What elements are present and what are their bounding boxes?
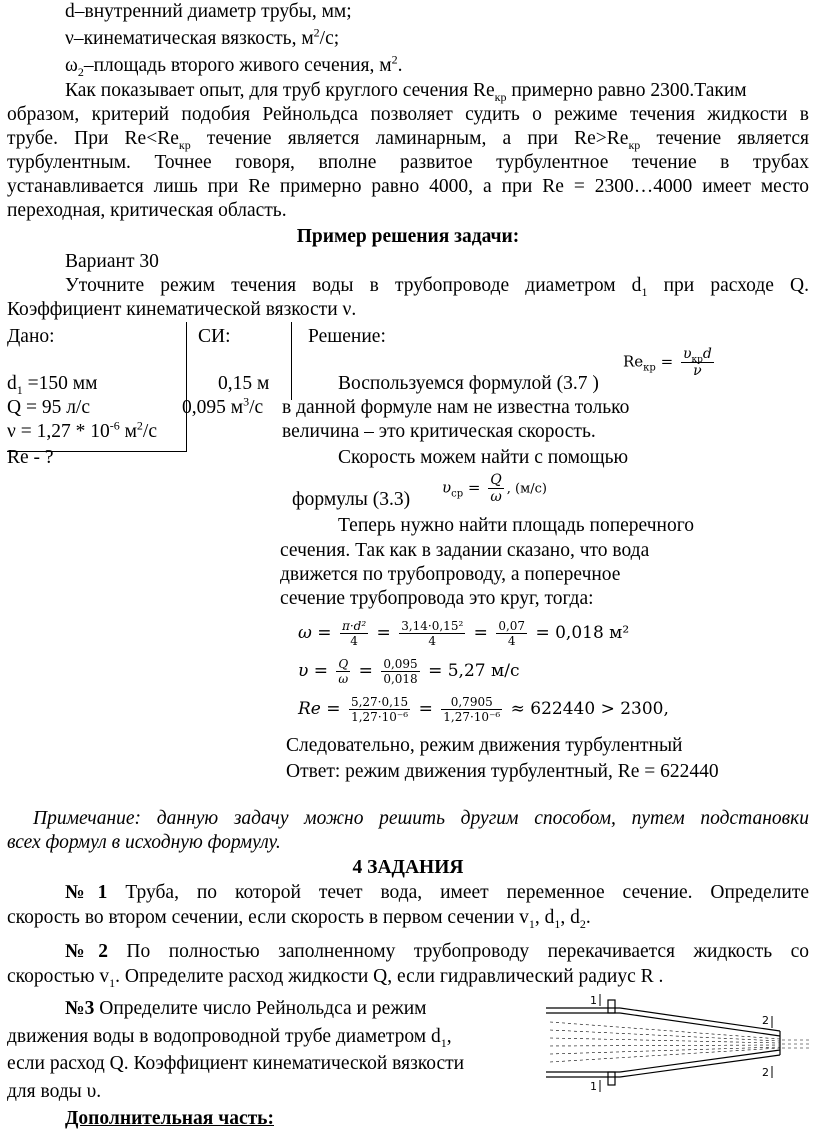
omega-equation: ω = $\frac{\text{π·d²}}{4}$ = $\frac{\text{3,14·0,15²}}{4}$ = $\frac{0,07}{4}$ = 0,018 м² <box>298 619 630 648</box>
note-line-1: Примечание: данную задачу можно решить другим способом, путем подстановки <box>33 808 809 829</box>
table-divider-1 <box>186 322 187 452</box>
note-line-2: всех формул в исходную формулу. <box>7 832 281 853</box>
solution-line-8: движется по трубопроводу, а поперечное <box>280 564 621 585</box>
task-3-line-4: для воды υ. <box>7 1081 102 1102</box>
given-d1: $d_1 =150$ мм <box>7 373 98 397</box>
task-1-line-1: №1 Труба, по которой течет вода, имеет переменное сечение. Определите <box>65 882 809 903</box>
paragraph-line-1: Как показывает опыт, для труб круглого сечения $Re_{кр}$ примерно равно 2300.Таким <box>65 80 747 104</box>
answer-line: Ответ: режим движения турбулентный, Re = 622440 <box>286 761 719 782</box>
solution-line-3: величина – это критическая скорость. <box>282 421 596 442</box>
pipe-diagram <box>540 990 816 1095</box>
solution-line-9: сечение трубопровода это круг, тогда: <box>280 588 594 609</box>
velocity-formula-image: $\upsilon_{ср}$ = $\frac{Q}{\omega}$ , (м/с) <box>442 472 547 505</box>
task-3-line-1: №3 Определите число Рейнольдса и режим <box>65 998 427 1019</box>
solution-line-4: Скорость можем найти с помощью <box>338 447 629 468</box>
task-3-line-3: если расход Q. Коэффициент кинематической вязкости <box>7 1053 465 1074</box>
intro-line-1: d–внутренний диаметр трубы, мм; <box>65 1 352 22</box>
task-2-line-2: скоростью $v_1$. Определите расход жидкости Q, если гидравлический радиус R . <box>7 966 664 990</box>
solution-line-1: Воспользуемся формулой (3.7 ) <box>338 373 599 394</box>
intro-line-2: ν–кинематическая вязкость, $м^2/с$; <box>65 25 340 49</box>
extra-part-heading: Дополнительная часть: <box>65 1108 274 1129</box>
paragraph-line-4: турбулентным. Точнее говоря, вполне развитое турбулентное течение в трубах <box>7 152 809 173</box>
given-header: Дано: <box>7 326 55 347</box>
velocity-equation: υ = $\frac{Q}{\omega}$ = $\frac{0,095}{0,018}$ = 5,27 м/с <box>298 657 520 686</box>
solution-line-5: формулы (3.3) <box>292 489 411 510</box>
given-re: Re - ? <box>7 447 54 468</box>
solution-header: Решение: <box>308 326 386 347</box>
task-line-1: Уточните режим течения воды в трубопроводе диаметром $d_1$ при расходе Q. <box>65 275 809 299</box>
reynolds-equation: Re = $\frac{5,27\cdot 0,15}{\text{1,27·10⁻⁶}}$ = $\frac{0,7905}{\text{1,27·10⁻⁶}}$ ≈ 622440 > 2300, <box>298 695 669 724</box>
si-q: 0,095 $м^3/с$ <box>182 394 264 418</box>
paragraph-line-6: переходная, критическая область. <box>7 200 287 221</box>
given-nu: $\nu = 1,27 * 10^{-6}$ $м^2/с$ <box>7 418 157 442</box>
intro-line-3: $\omega_2$–площадь второго живого сечения, $м^2$. <box>65 52 403 79</box>
solution-line-2: в данной формуле нам не известна только <box>282 397 630 418</box>
section-1-bottom-label: 1 <box>590 1080 597 1093</box>
si-header: СИ: <box>198 326 231 347</box>
paragraph-line-5: устанавливается лишь при Re примерно равно 4000, а при Re = 2300…4000 имеет место <box>7 176 809 197</box>
variant-label: Вариант 30 <box>65 251 159 272</box>
section-1-top-label: 1 <box>590 994 597 1007</box>
conclusion-line: Следовательно, режим движения турбулентный <box>286 735 683 756</box>
given-q: Q = 95 л/с <box>7 397 91 418</box>
si-d1: 0,15 м <box>218 373 270 394</box>
task-1-line-2: скорость во втором сечении, если скорость в первом сечении $v_1$, $d_1$, $d_2$. <box>7 907 591 931</box>
task-line-2: Коэффициент кинематической вязкости ν. <box>7 299 357 320</box>
example-heading: Пример решения задачи: <box>296 226 520 247</box>
solution-line-6: Теперь нужно найти площадь поперечного <box>338 515 694 536</box>
solution-line-7: сечения. Так как в задании сказано, что вода <box>280 540 650 561</box>
task-2-line-1: №2 По полностью заполненному трубопроводу перекачивается жидкость со <box>65 941 809 962</box>
reynolds-formula-image: $Re_{кр}$ = $\frac{\upsilon_{кр}d}{\nu}$ <box>623 346 712 379</box>
tasks-heading: 4 ЗАДАНИЯ <box>352 857 464 878</box>
paragraph-line-3: трубе. При $Re<Re_{кр}$ течение является ламинарным, а при $Re>Re_{кр}$ течение является <box>7 128 809 152</box>
section-2-bottom-label: 2 <box>762 1066 769 1079</box>
task-3-line-2: движения воды в водопроводной трубе диаметром $d_1$, <box>7 1026 452 1050</box>
table-divider-2 <box>291 322 292 400</box>
paragraph-line-2: образом, критерий подобия Рейнольдса позволяет судить о режиме течения жидкости в <box>7 104 809 125</box>
section-2-top-label: 2 <box>762 1014 769 1027</box>
